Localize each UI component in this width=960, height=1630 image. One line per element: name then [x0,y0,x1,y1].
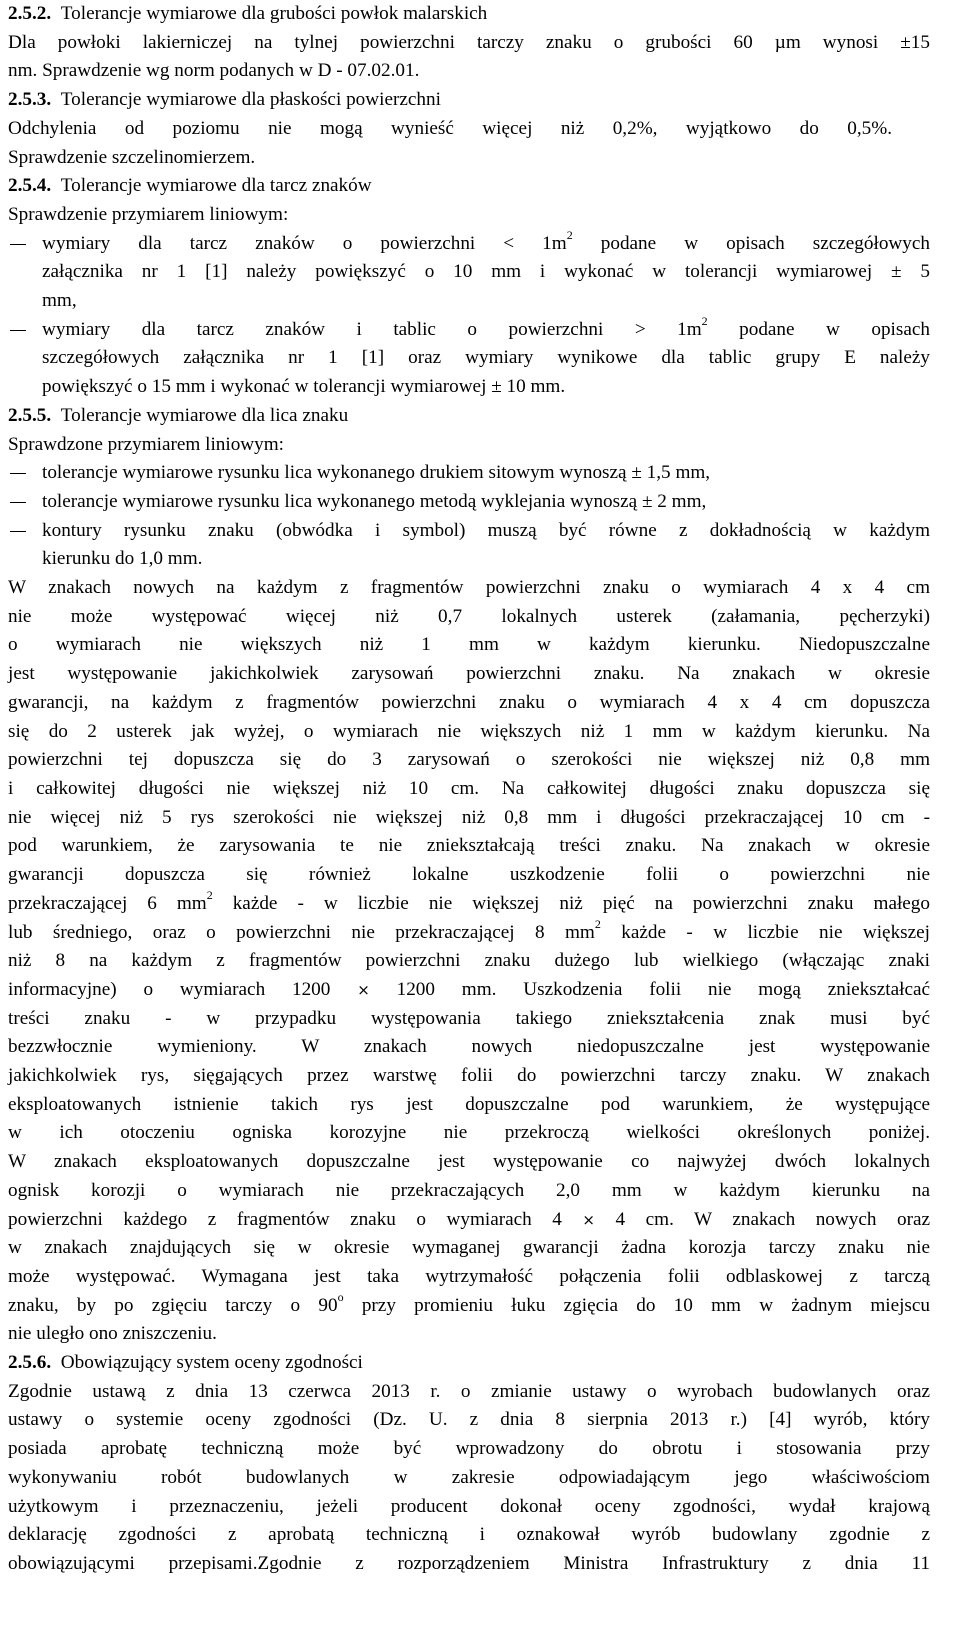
paragraph-line: nm. Sprawdzenie wg norm podanych w D - 07.02.01. [8,60,420,82]
body-paragraph: W znakach nowych na każdym z fragmentów powierzchni znaku o wymiarach 4 x 4 cm nie może występować więcej niż 0,7 lokalnych usterek (załamania, pęcherzyki) o wymiarach nie większych niż 1 mm w każdym kierunku. Niedopuszczalne jest występowanie jakichkolwiek zarysowań powierzchni znaku. Na znakach w okresie gwarancji, na każdym z fragmentów powierzchni znaku o wymiarach 4 x 4 cm dopuszcza się do 2 usterek jak wyżej, o wymiarach nie większych niż 1 mm w każdym kierunku. Na powierzchni tej dopuszcza się do 3 zarysowań o szerokości nie większej niż 0,8 mm i całkowitej długości nie większej niż 10 cm. Na całkowitej długości znaku dopuszcza się nie więcej niż 5 rys szerokości nie większej niż 0,8 mm i długości przekraczającej 10 cm - pod warunkiem, że zarysowania te nie zniekształcają treści znaku. Na znakach w okresie gwarancji dopuszcza się również lokalne uszkodzenie folii o powierzchni nie przekraczającej 6 $mm^2$ każde - w liczbie nie większej niż pięć na powierzchni znaku małego lub średniego, oraz o powierzchni nie przekraczającej 8 $mm^2$ każde - w liczbie nie większej niż 8 na każdym z fragmentów powierzchni znaku dużego lub wielkiego (włączając znaki informacyjne) o wymiarach 1200 × 1200 mm. Uszkodzenia folii nie mogą zniekształcać treści znaku - w przypadku występowania takiego zniekształcenia znak musi być bezzwłocznie wymieniony. W znakach nowych niedopuszczalne jest występowanie jakichkolwiek rys, sięgających przez warstwę folii do powierzchni tarczy znaku. W znakach eksploatowanych istnienie takich rys jest dopuszczalne pod warunkiem, że występujące w ich otoczeniu ogniska korozyjne nie przekroczą wielkości określonych poniżej. W znakach eksploatowanych dopuszczalne jest występowanie co najwyżej dwóch lokalnych ognisk korozji o wymiarach nie przekraczających 2,0 mm w każdym kierunku na powierzchni każdego z fragmentów znaku o wymiarach 4 × 4 cm. W znakach nowych oraz w znakach znajdujących się w okresie wymaganej gwarancji żadna korozja tarczy znaku nie może występować. Wymagana jest taka wytrzymałość połączenia folii odblaskowej z tarczą znaku, by po zgięciu tarczy o 90$^o$ przy promieniu łuku zgięcia do 10 mm w żadnym miejscu nie uległo ono zniszczeniu. [8,577,931,1345]
section-2-5-3-heading: 2.5.3. Tolerancje wymiarowe dla płaskości powierzchni [8,89,441,111]
multiply-sign: × [582,1210,595,1229]
paragraph-line: Dla powłoki lakierniczej na tylnej powierzchni tarczy znaku o grubości 60 µm wynosi ±15 [8,31,930,53]
paragraph-line: Odchylenia od poziomu nie mogą wynieść więcej niż 0,2%, wyjątkowo do 0,5%. [8,117,892,139]
dash-bullet [10,531,26,532]
list-item: kontury rysunku znaku (obwódka i symbol) muszą być równe z dokładnością w każdym kierunku do 1,0 mm. [8,517,930,574]
dash-bullet [10,244,26,245]
list-item: wymiary dla tarcz znaków i tablic o powierzchni > $1m^2$ podane w opisach szczegółowych załącznika nr 1 [1] oraz wymiary wynikowe dla tablic grupy E należy powiększyć o 15 mm i wykonać w tolerancji wymiarowej ± 10 mm. [8,316,930,402]
dash-bullet [10,502,26,503]
section-2-5-4-heading: 2.5.4. Tolerancje wymiarowe dla tarcz znaków [8,175,372,197]
list-item: tolerancje wymiarowe rysunku lica wykonanego drukiem sitowym wynoszą ± 1,5 mm, [8,459,930,488]
paragraph-line: Sprawdzenie szczelinomierzem. [8,146,256,168]
list-item: wymiary dla tarcz znaków o powierzchni < $1m^2$ podane w opisach szczegółowych załącznika nr 1 [1] należy powiększyć o 10 mm i wykonać w tolerancji wymiarowej ± 5 mm, [8,230,930,316]
dash-bullet [10,473,26,474]
section-2-5-5-heading: 2.5.5. Tolerancje wymiarowe dla lica znaku [8,404,349,426]
section-intro: Sprawdzenie przymiarem liniowym: [8,203,289,225]
section-intro: Sprawdzone przymiarem liniowym: [8,433,285,455]
body-paragraph: Zgodnie ustawą z dnia 13 czerwca 2013 r. o zmianie ustawy o wyrobach budowlanych oraz ustawy o systemie oceny zgodności (Dz. U. z dnia 8 sierpnia 2013 r.) [4] wyrób, który posiada aprobatę techniczną może być wprowadzony do obrotu i stosowania przy wykonywaniu robót budowlanych w zakresie odpowiadającym jego właściwościom użytkowym i przeznaczeniu, jeżeli producent dokonał oceny zgodności, wydał krajową deklarację zgodności z aprobatą techniczną i oznakował wyrób budowlany zgodnie z obowiązującymi przepisami.Zgodnie z rozporządzeniem Ministra Infrastruktury z dnia 11 [8,1380,930,1574]
section-2-5-2-heading: 2.5.2. Tolerancje wymiarowe dla grubości powłok malarskich [8,3,488,24]
dash-bullet [10,330,26,331]
section-2-5-6-heading: 2.5.6. Obowiązujący system oceny zgodności [8,1352,363,1374]
list-item: tolerancje wymiarowe rysunku lica wykonanego metodą wyklejania wynoszą ± 2 mm, [8,488,930,517]
multiply-sign: × [357,980,370,999]
